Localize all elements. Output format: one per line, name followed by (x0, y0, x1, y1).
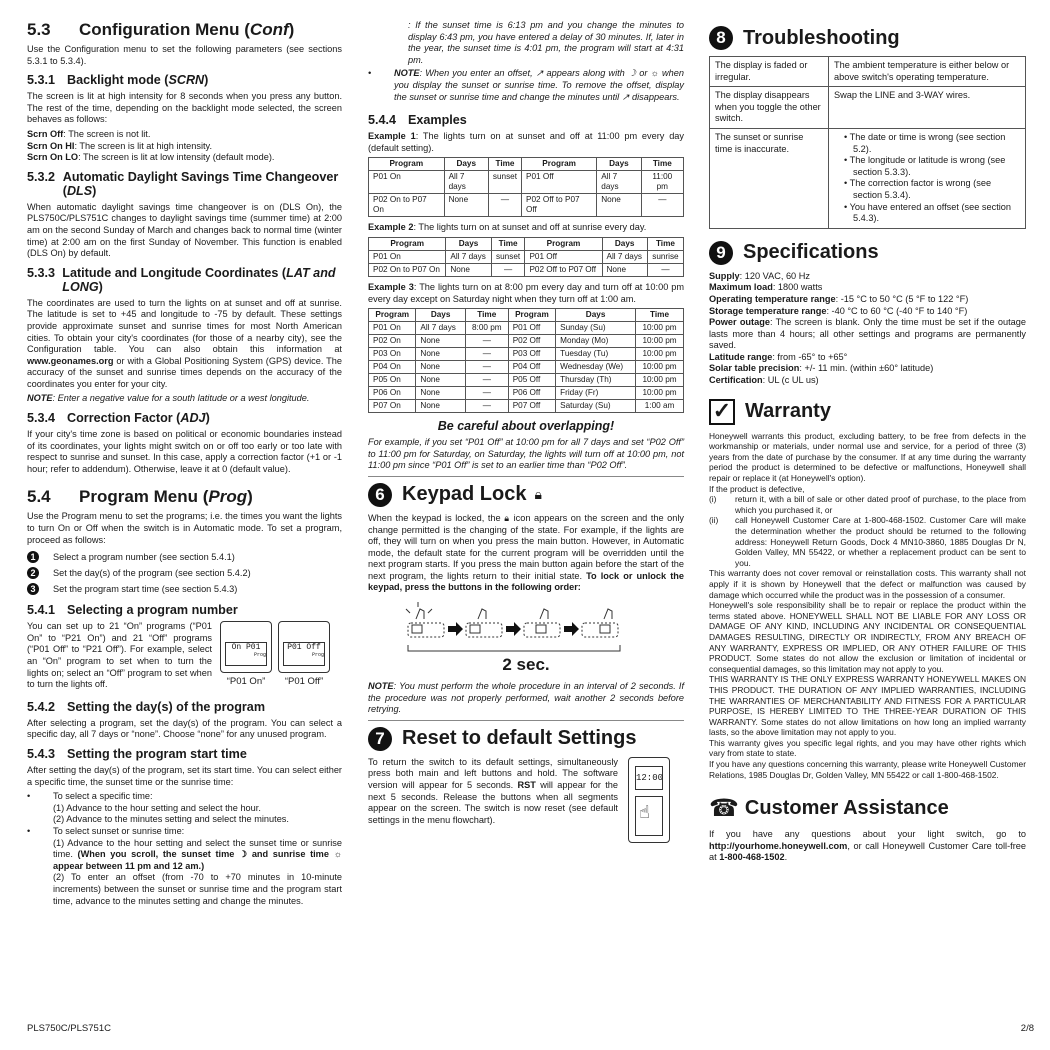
table-cell: — (465, 335, 508, 348)
table-cell: All 7 days (446, 250, 491, 263)
example-note: : If the sunset time is 6:13 pm and you change the minutes to display 6:43 pm, you have entered a delay of 30 minutes. If, later in the year, the sunset time is 4:01 pm, the program will start at 4:31 pm. (408, 20, 684, 65)
dls-text: When automatic daylight savings time changeover is on (DLS On), the PLS750C/PLS751C changes to daylight savings time (summer time) at 2:00 am on the second Sunday of March and changes back to normal time (winter time) at 2:00 am on the first Sunday of November. This function is enabled (DLS On) by default. (27, 201, 342, 259)
correction-text: If your city's time zone is based on political or economic boundaries instead of its coordinates, your lights might switch on or off too early or too late with respect to sunrise and sunset. In this case, apply a correction factor (+1 or -1 hour; refer to addendum). Otherwise, leave it at 0 (default value). (27, 429, 342, 474)
lock-icon: 🔒︎ (534, 486, 542, 503)
column-header: Program (369, 158, 445, 171)
section-6-header: 6 Keypad Lock 🔒︎ (368, 476, 684, 507)
table-header-row (369, 309, 684, 322)
lcd-p01-off: P01 Off Prog “P01 Off” (278, 621, 330, 694)
table-cell: sunset (491, 250, 525, 263)
troubleshooting-table (709, 56, 1026, 229)
table-cell: None (416, 348, 465, 361)
table-cell: 11:00 pm (641, 171, 683, 194)
table-cell: — (465, 361, 508, 374)
table-cell: None (416, 374, 465, 387)
table-cell: — (465, 374, 508, 387)
section-7-header: 7 Reset to default Settings (368, 720, 684, 751)
column-header: Program (508, 309, 555, 322)
backlight-mode-list (27, 129, 342, 164)
column-header: Time (636, 309, 684, 322)
heading-5-4: 5.4 Program Menu ( Prog ) (27, 487, 253, 507)
config-intro: Use the Configuration menu to set the following parameters (see sections 5.3.1 to 5.3.4). (27, 44, 342, 66)
table-row (369, 361, 684, 374)
days-text: After selecting a program, set the day(s) of the program. You can select a specific day, all 7 days or “none”. Choose “none” for any unused program. (27, 717, 342, 740)
table-cell: — (488, 194, 521, 217)
table-cell: sunset (488, 171, 521, 194)
table-cell: P04 On (369, 361, 416, 374)
start-time-text: After setting the day(s) of the program, set its start time. You can select either a specific time, the sunset time or the sunrise time: (27, 764, 342, 787)
step-1: 1 Select a program number (see section 5.4.1) (27, 549, 342, 565)
program-number-block (27, 621, 342, 694)
table-cell: 10:00 pm (636, 387, 684, 400)
geonames-link[interactable]: www.geonames.org (27, 355, 114, 366)
column-header: Program (525, 237, 602, 250)
backlight-item: Scrn Off: The screen is not lit. (27, 128, 151, 139)
table-cell: Saturday (Su) (556, 400, 636, 413)
checkbox-icon: ✓ (709, 399, 735, 425)
footer-page-number: 2/8 (1020, 1023, 1034, 1034)
table-row: The display disappears when you toggle the other switch. Swap the LINE and 3-WAY wires. (710, 87, 1026, 129)
bullet-specific-time: • To select a specific time: (27, 791, 153, 802)
table-cell: 10:00 pm (636, 335, 684, 348)
specifications-list (709, 271, 1026, 387)
column-header: Time (491, 237, 525, 250)
column-middle (368, 20, 684, 843)
keypad-text: When the keypad is locked, the 🔒︎ icon appears on the screen and the only change permitted is the changing of the state. For example, if the lights are off, they will turn on when you press the main button. However, in Automatic mode, the default state for the current program will be overridden until the next program starts. If you press the main button again before the start of the next program, the lights return to their initial state. To lock or unlock the keypad, press the buttons in the following order: (368, 512, 685, 593)
spec-item: Storage temperature range: -40 °C to 60 °C (-40 °F to 140 °F) (709, 305, 968, 316)
overlap-text: For example, if you set “P01 Off” at 10:00 pm for all 7 days and set “P02 Off” to 11:00 pm for Saturday, on Saturday, the lights will turn off at 10:00 pm, not 11:00 pm since “P01 Off” is set to an earlier time than “P02 Off”. (368, 437, 684, 471)
table-row (369, 400, 684, 413)
reset-text: To return the switch to its default settings, simultaneously press both main and left buttons and hold. The software version will appear for 5 seconds. RST will appear for the next 5 seconds. Release the buttons when all segments appear on the screen. The switch is now reset (see default settings in the menu flowchart). (368, 756, 619, 825)
spec-item: Power outage: The screen is blank. Only the time must be set if the outage lasts more than 4 hours; all other settings and programs are permanently saved. (709, 317, 1026, 351)
table-cell: Monday (Mo) (556, 335, 636, 348)
section-9-header: 9 Specifications (709, 235, 1026, 265)
table-cell: P02 Off to P07 Off (522, 194, 597, 217)
heading-5-3: 5.3 Configuration Menu ( Conf ) (27, 20, 295, 39)
spec-item: Certification: UL (c UL us) (709, 375, 819, 386)
table-cell: None (416, 361, 465, 374)
table-cell: All 7 days (602, 250, 647, 263)
heading-5-3-1: 5.3.1 Backlight mode ( SCRN ) (27, 73, 209, 88)
table-cell: None (416, 335, 465, 348)
cause-list: • The date or time is wrong (see section 5.2). • The longitude or latitude is wrong (see section 5.3.3). • The correction factor is wrong (see section 5.3.4). • You have entered an offset (see section 5.4.3). (844, 131, 1012, 224)
example-3-text: Example 3: The lights turn on at 8:00 pm every day and turn off at 10:00 pm every day except on Saturday night when they turn off at 1:00 am. (368, 281, 685, 304)
program-intro: Use the Program menu to set the programs; i.e. the times you want the lights to turn On or Off when the switch is in Automatic mode. To set a program, proceed as follows: (27, 511, 342, 545)
duration-label: 2 sec. (502, 655, 550, 675)
program-steps (27, 549, 342, 597)
reset-block (368, 757, 684, 843)
table-cell: Tuesday (Tu) (556, 348, 636, 361)
table-cell: 10:00 pm (636, 361, 684, 374)
warranty-header: ✓ Warranty (709, 393, 1026, 425)
button-sequence-illustration (368, 597, 684, 657)
table-cell: 10:00 pm (636, 374, 684, 387)
table-cell: None (446, 263, 491, 276)
backlight-text: The screen is lit at high intensity for 8 seconds when you press any button. The rest of the time, depending on the backlight mode selected, the screen behaves as follows: (27, 91, 342, 125)
table-cell: None (416, 387, 465, 400)
example-3-table (368, 308, 684, 413)
column-header: Time (488, 158, 521, 171)
table-cell: P03 Off (508, 348, 555, 361)
table-cell: None (444, 194, 488, 217)
table-cell: — (465, 387, 508, 400)
table-row (369, 335, 684, 348)
table-cell: P01 On (369, 322, 416, 335)
table-cell: P05 Off (508, 374, 555, 387)
button-press-sequence-icon (368, 597, 684, 657)
table-cell: 1:00 am (636, 400, 684, 413)
table-cell: P02 Off (508, 335, 555, 348)
table-cell: — (491, 263, 525, 276)
column-header: Time (647, 237, 683, 250)
warranty-text: Honeywell warrants this product, excluding battery, to be free from defects in the workmanship or materials, under normal use and service, for a period of three (3) years from the date of purchase by the consumer. If at any time during the warranty period the product is determined to be defective or malfunctions, Honeywell shall repair or replace it (at Honeywell's option). If the product is defective, (i) return it, with a bill of sale or other dated proof of purchase, to the place from which you purchased it, or (ii) call Honeywell Customer Care at 1-800-468-1502. Customer Care will make the determination whether the product should be returned to the following address: Honeywell Return Goods, Dock 4 MN10-3860, 1885 Douglas Dr N, Golden Valley, MN 55422, or whether a replacement product can be sent to you. This warranty does not cover removal or reinstallation costs. This warranty shall not apply if it is shown by Honeywell that the defect or malfunction was caused by damage which occurred while the product was in the possession of a consumer. Honeywell's sole responsibility shall be to repair or replace the product within the terms stated above. HONEYWELL SHALL NOT BE LIABLE FOR ANY LOSS OR DAMAGE OF ANY KIND, INCLUDING ANY INCIDENTAL OR CONSEQUENTIAL DAMAGES RESULTING, DIRECTLY OR INDIRECTLY, FROM ANY BREACH OF ANY WARRANTY, EXPRESS OR IMPLIED, OR ANY OTHER FAILURE OF THIS PRODUCT. Some states do not allow the exclusion or limitation of incidental or consequential damages, so this limitation may not apply to you. THIS WARRANTY IS THE ONLY EXPRESS WARRANTY HONEYWELL MAKES ON THIS PRODUCT. THE DURATION OF ANY IMPLIED WARRANTIES, INCLUDING THE WARRANTIES OF MERCHANTABILITY AND FITNESS FOR A PARTICULAR PURPOSE, IS HEREBY LIMITED TO THE THREE-YEAR DURATION OF THIS WARRANTY. Some states do not allow limitations on how long an implied warranty lasts, so the above limitation may not apply to you. This warranty gives you specific legal rights, and you may have other rights which vary from state to state. If you have any questions concerning this warranty, please write Honeywell Customer Relations, 1985 Douglas Dr, Golden Valley, MN 55422 or call 1-800-468-1502. (709, 430, 1026, 780)
lcd-display: P01 Off Prog (278, 621, 330, 673)
table-cell: All 7 days (416, 322, 465, 335)
table-cell: — (641, 194, 683, 217)
table-cell: P01 On (369, 250, 446, 263)
column-header: Time (641, 158, 683, 171)
lcd-display: On P01 Prog (220, 621, 272, 673)
table-cell: Sunday (Su) (556, 322, 636, 335)
table-cell: 10:00 pm (636, 348, 684, 361)
table-row (369, 194, 684, 217)
column-header: Days (597, 158, 641, 171)
table-cell: P06 On (369, 387, 416, 400)
assistance-text: If you have any questions about your light switch, go to http://yourhome.honeywell.com, or call Honeywell Customer Care toll-free at 1-800-468-1502. (709, 829, 1026, 863)
heading-5-4-2: 5.4.2 Setting the day(s) of the program (27, 699, 266, 714)
example-1-text: Example 1: The lights turn on at sunset and off at 11:00 pm every day (default setting). (368, 131, 685, 153)
table-cell: P01 Off (508, 322, 555, 335)
table-cell: P01 Off (525, 250, 602, 263)
table-cell: P03 On (369, 348, 416, 361)
program-number-text: You can set up to 21 “On” programs (“P01 On” to “P21 On”) and 21 “Off” programs (“P01 Off” to “P21 Off”). For example, select an “On” program to set when to turn the lights on; select an “Off” program to set when to turn the lights off. (27, 621, 212, 690)
table-cell: — (465, 348, 508, 361)
heading-5-3-4: 5.3.4 Correction Factor ( ADJ ) (27, 411, 210, 426)
column-header: Days (416, 309, 465, 322)
table-header-row (369, 237, 684, 250)
lock-icon: 🔒︎ (504, 512, 511, 523)
coordinates-text: The coordinates are used to turn the lights on at sunset and off at sunrise. The latitude is set to +45 and longitude to -75 by default. These settings provide approximate sunset and sunrise times for most North American cities. To obtain your city's coordinates (for those of a nearby city), see the Configuration table. You can also obtain this information at www.geonames.org or with a Global Positioning System (GPS) device. The accuracy of the sunset and sunrise times depends on the accuracy of the coordinates you enter for your city. (27, 297, 342, 389)
lcd-p01-on: On P01 Prog “P01 On” (220, 621, 272, 694)
table-cell: Wednesday (We) (556, 361, 636, 374)
heading-5-4-3: 5.4.3 Setting the program start time (27, 746, 247, 761)
spec-item: Latitude range: from -65° to +65° (709, 351, 848, 362)
spec-item: Operating temperature range: -15 °C to 50 °C (5 °F to 122 °F) (709, 293, 969, 304)
table-cell: sunrise (647, 250, 683, 263)
switch-reset-illustration (628, 757, 670, 843)
overlap-warning: Be careful about overlapping! (437, 419, 615, 434)
telephone-icon: ☎︎ (709, 795, 739, 823)
example-1-table (368, 157, 684, 217)
table-cell: None (597, 194, 641, 217)
table-cell: P02 On (369, 335, 416, 348)
spec-item: Maximum load: 1800 watts (709, 282, 823, 293)
table-header-row (369, 158, 684, 171)
bullet-sunset-sunrise: • To select sunset or sunrise time: (27, 825, 185, 836)
step-3: 3 Set the program start time (see section 5.4.3) (27, 581, 342, 597)
heading-5-3-2: 5.3.2 Automatic Daylight Savings Time Changeover (DLS) (27, 169, 339, 198)
table-cell: — (465, 400, 508, 413)
table-cell: P02 Off to P07 Off (525, 263, 602, 276)
table-cell: P06 Off (508, 387, 555, 400)
table-cell: Friday (Fr) (556, 387, 636, 400)
table-row (369, 374, 684, 387)
table-row: The sunset or sunrise time is inaccurate. • The date or time is wrong (see section 5.2). • The longitude or latitude is wrong (see section 5.3.3). • The correction factor is wrong (see section 5.3.4). • You have entered an offset (see section 5.4.3). (710, 128, 1026, 228)
column-header: Program (369, 237, 446, 250)
table-row: The display is faded or irregular. The ambient temperature is either below or above switch's operating temperature. (710, 57, 1026, 87)
section-8-header: 8 Troubleshooting (709, 20, 1026, 50)
heading-5-4-1: 5.4.1 Selecting a program number (27, 603, 238, 618)
column-header: Days (444, 158, 488, 171)
column-header: Days (556, 309, 636, 322)
table-row (369, 387, 684, 400)
lcd-examples (220, 621, 330, 694)
column-right (709, 20, 1026, 867)
spec-item: Supply: 120 VAC, 60 Hz (709, 270, 810, 281)
column-header: Days (446, 237, 491, 250)
table-cell: Thursday (Th) (556, 374, 636, 387)
coordinates-note: NOTE: Enter a negative value for a south latitude or a west longitude. (27, 393, 310, 404)
column-left: 5.3 Configuration Menu ( Conf ) Use the Configuration menu to set the following parameters (see sections 5.3.1 to 5.3.4). 5.3.1 Backlight mode ( SCRN ) The screen is lit at high intensity for 8 seconds when you press any button. The rest of the time, depending on the backlight mode selected, the screen behaves as follows: Scrn Off: The screen is not lit. Scrn On HI: The screen is lit at high intensity. Scrn On LO: The screen is lit at low intensity (default mode). 5.3.2 Automatic Daylight Savings Time Changeover (DLS) When automatic daylight savings time changeover is on (DLS On), the PLS750C/PLS751C changes to daylight savings time (summer time) at 2:00 am on the second Sunday of March and changes back to normal time (winter time) at 2:00 am on the first Sunday of November. This function is enabled (DLS On) by default. 5.3.3 Latitude and Longitude Coordinates (LAT and LONG) The coordinates are used to turn the lights on at sunset and off at sunrise. The latitude is set to +45 and longitude to -75 by default. These settings provide approximate sunset and sunrise times for most North American cities. To obtain your city's coordinates (for those of a nearby city), see the Configuration table. You can also obtain this information at www.geonames.org or with a Global Positioning System (GPS) device. The accuracy of the sunset and sunrise times depends on the accuracy of the coordinates you enter for your city. NOTE: Enter a negative value for a south latitude or a west longitude. 5.3.4 Correction Factor ( ADJ ) If your city's time zone is based on political or economic boundaries instead of its coordinates, your lights might switch on or off too early or too late with respect to sunrise and sunset. In this case, apply a correction factor (+1 or -1 hour; refer to addendum). Otherwise, leave it at 0 (default value). 5.4 Program Menu ( Prog ) Use the Program menu to set the programs; i.e. the times you want the lights to turn On or Off when the switch is in Automatic mode. To set a program, proceed as follows: 1 Select a program number (see section 5.4.1) 2 Set the day(s) of the program (see section 5.4.2) 3 Set the program start time (see section 5.4.3) 5.4.1 Selecting a program number You can set up to 21 “On” programs (“P01 On” to “P21 On”) and 21 “Off” programs (“P01 Off” to “P21 Off”). For example, select an “On” program to set when to turn the lights on; select an “Off” program to set when to turn the lights off. On P01 Prog “P01 On” P01 Off Prog “P01 Off” 5.4.2 Setting the day(s) of the program After selecting a program, set the day(s) of the program. You can select a specific day, all 7 days or “none”. Choose “none” for any unused program. 5.4.3 Setting the program start time After setting the day(s) of the program, set its start time. You can select either a specific time, the sunset time or the sunrise time: • To select a specific time: (1) Advance to the hour setting and select the hour. (2) Advance to the minutes setting and select the minutes. • To select sunset or sunrise time: (1) Advance to the hour setting and select the sunset time or sunrise time. (When you scroll, the sunset time ☽ and sunrise time ☼ appear between 11 pm and 12 am.) (2) To enter an offset (from -70 to +70 minutes in 10-minute increments) between the sunset or sunrise time and the program start time, advance to the minutes setting and change the minutes. (27, 20, 342, 906)
heading-5-4-4: 5.4.4 Examples (368, 113, 467, 128)
column-header: Time (465, 309, 508, 322)
backlight-item: Scrn On LO: The screen is lit at low intensity (default mode). (27, 152, 275, 163)
column-header: Days (602, 237, 647, 250)
reset-lcd: 12:00 (635, 766, 663, 790)
finger-icon: ☝︎ (639, 801, 650, 822)
table-cell: — (647, 263, 683, 276)
column-header: Program (522, 158, 597, 171)
footer-model: PLS750C/PLS751C (27, 1023, 111, 1034)
table-cell: P01 Off (522, 171, 597, 194)
table-cell: P07 On (369, 400, 416, 413)
table-cell: P04 Off (508, 361, 555, 374)
table-cell: All 7 days (444, 171, 488, 194)
table-row (369, 322, 684, 335)
heading-5-3-3: 5.3.3 Latitude and Longitude Coordinates (LAT and LONG) (27, 265, 336, 294)
table-row (369, 250, 684, 263)
table-row (369, 263, 684, 276)
table-cell: 8:00 pm (465, 322, 508, 335)
table-cell: P02 On to P07 On (369, 194, 445, 217)
example-2-text: Example 2: The lights turn on at sunset and off at sunrise every day. (368, 222, 647, 233)
table-cell: P02 On to P07 On (369, 263, 446, 276)
table-cell: P01 On (369, 171, 445, 194)
offset-note: • NOTE: When you enter an offset, ↗ appears along with ☽ or ☼ when you display the sunset or sunrise time. To remove the offset, display the sunset or sunrise time and change the minutes until ↗ disappears. (368, 68, 684, 102)
step-2: 2 Set the day(s) of the program (see section 5.4.2) (27, 565, 342, 581)
spec-item: Solar table precision: +/- 11 min. (within ±60° latitude) (709, 363, 934, 374)
backlight-item: Scrn On HI: The screen is lit at high intensity. (27, 140, 213, 151)
table-cell: P07 Off (508, 400, 555, 413)
table-cell: P05 On (369, 374, 416, 387)
keypad-note: NOTE: You must perform the whole procedure in an interval of 2 seconds. If the procedure was not properly performed, wait another 2 seconds before retrying. (368, 681, 684, 715)
table-row (369, 348, 684, 361)
table-row (369, 171, 684, 194)
column-header: Program (369, 309, 416, 322)
table-cell: 10:00 pm (636, 322, 684, 335)
table-cell: None (416, 400, 465, 413)
assistance-header: ☎︎ Customer Assistance (709, 795, 949, 823)
table-cell: None (602, 263, 647, 276)
example-2-table (368, 237, 684, 277)
honeywell-link[interactable]: http://yourhome.honeywell.com (709, 840, 848, 851)
table-cell: All 7 days (597, 171, 641, 194)
